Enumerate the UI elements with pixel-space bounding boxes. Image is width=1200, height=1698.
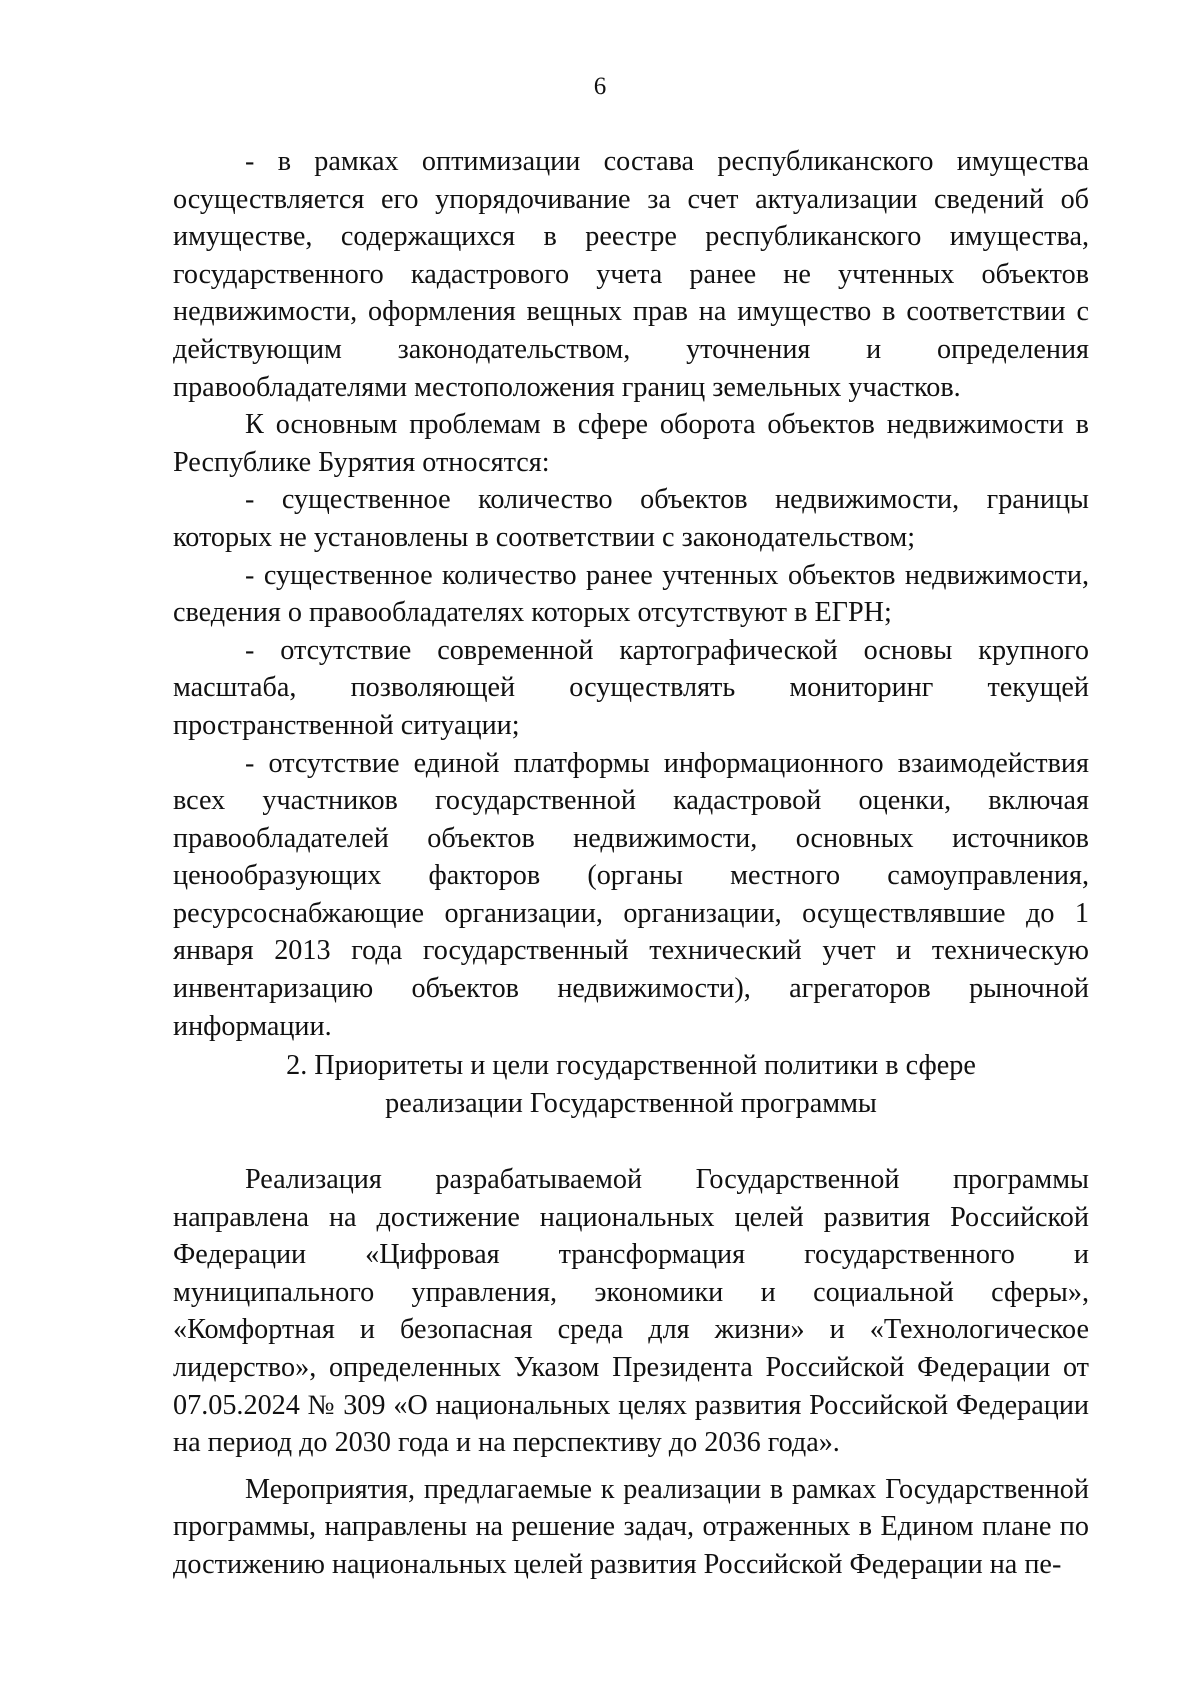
paragraph-problem-egrn: - существенное количество ранее учтенных объектов недвижимости, сведения о правообладателях которых отсутствуют в ЕГРН; [173, 559, 1089, 629]
section-heading-line-1: 2. Приоритеты и цели государственной политики в сфере [286, 1050, 976, 1081]
section-1-body [173, 143, 1089, 1045]
paragraph-problem-cartography: - отсутствие современной картографической основы крупного масштаба, позволяющей осуществлять мониторинг текущей пространственной ситуации; [173, 634, 1089, 741]
page-number: 6 [593, 73, 607, 100]
paragraph-problem-platform: - отсутствие единой платформы информационного взаимодействия всех участников государственной кадастровой оценки, включая правообладателей объектов недвижимости, основных источников ценообразующих факторов (органы местного самоуправления, ресурсоснабжающие организации, организации, осуществлявшие до 1 января 2013 года государственный технический учет и техническую инвентаризацию объектов недвижимости), агрегаторов рыночной информации. [173, 747, 1089, 1042]
paragraph-problem-boundaries: - существенное количество объектов недвижимости, границы которых не установлены в соответствии с законодательством; [173, 484, 1089, 553]
paragraph-national-goals: Реализация разрабатываемой Государственной программы направлена на достижение национальных целей развития Российской Федерации «Цифровая трансформация государственного и муниципального управления, экономики и социальной сферы», «Комфортная и безопасная среда для жизни» и «Технологическое лидерство», определенных Указом Президента Российской Федерации от 07.05.2024 № 309 «О национальных целях развития Российской Федерации на период до 2030 года и на перспективу до 2036 года». [173, 1164, 1089, 1459]
section-heading-line-2: реализации Государственной программы [385, 1087, 877, 1119]
paragraph-measures: Мероприятия, предлагаемые к реализации в рамках Государственной программы, направлены на решение задач, отраженных в Едином плане по достижению национальных целей развития Российской Федерации на пе- [173, 1473, 1089, 1580]
section-heading [173, 1047, 1089, 1122]
section-2-body [173, 1161, 1089, 1584]
paragraph-problems-intro: К основным проблемам в сфере оборота объектов недвижимости в Республике Бурятия относятся: [173, 409, 1089, 478]
paragraph-property-optimization: - в рамках оптимизации состава республиканского имущества осуществляется его упорядочивание за счет актуализации сведений об имуществе, содержащихся в реестре республиканского имущества, государственного кадастрового учета ранее не учтенных объектов недвижимости, оформления вещных прав на имущество в соответствии с действующим законодательством, уточнения и определения правообладателями местоположения границ земельных участков. [173, 146, 1089, 403]
